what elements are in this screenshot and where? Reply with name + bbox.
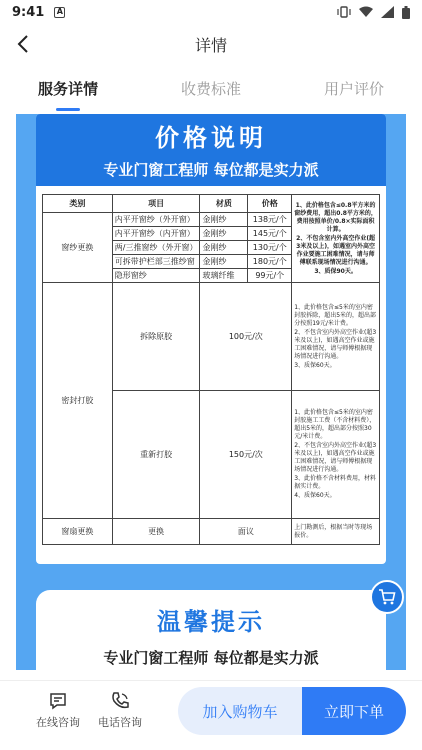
- category-cell: 密封打胶: [43, 283, 113, 519]
- detail-content[interactable]: [16, 114, 406, 670]
- online-consult-button[interactable]: [32, 691, 84, 735]
- price-cell: 130元/个: [248, 241, 292, 255]
- section2-notes-a: [292, 283, 380, 391]
- price-cell: 100元/次: [200, 283, 292, 391]
- price-cell: 145元/个: [248, 227, 292, 241]
- tab-bar: [0, 66, 422, 114]
- tab-reviews[interactable]: 用户评价: [323, 80, 384, 98]
- price-cell: 138元/个: [248, 213, 292, 227]
- note-line: 1、此价格包含≤5米的室内密封胶拆除，超出5米的，超出部分按照19元/米计费。: [294, 303, 377, 327]
- header-category: 类别: [43, 195, 113, 213]
- chat-icon: [48, 691, 68, 711]
- back-button[interactable]: [12, 32, 36, 56]
- tips-title: 温馨提示: [157, 608, 265, 636]
- phone-consult-button[interactable]: [94, 691, 146, 735]
- section3-note: 上门勘测后，根据当时等现场报价。: [292, 519, 380, 545]
- note-line: 1、此价格包含≤5米的室内密封胶施工工费（不含材料费），超出5米的，超出部分按照30元/米计费。: [294, 409, 376, 440]
- item-cell: 重新打胶: [112, 391, 200, 519]
- cart-icon: [378, 588, 396, 606]
- poster-header: [36, 114, 386, 186]
- note-line: 4、质保60天。: [294, 492, 336, 499]
- price-cell: 180元/个: [248, 255, 292, 269]
- order-now-button[interactable]: 立即下单: [302, 687, 406, 735]
- vibrate-icon: [337, 6, 351, 18]
- price-cell: 面议: [200, 519, 292, 545]
- material-cell: 金刚纱: [200, 227, 248, 241]
- material-cell: 玻璃纤维: [200, 269, 248, 283]
- item-cell: 拆除原胶: [112, 283, 200, 391]
- notification-icon: A: [54, 7, 65, 18]
- status-time: 9:41: [12, 4, 45, 20]
- phone-consult-label: 电话咨询: [98, 716, 142, 729]
- item-cell: 内平开窗纱（内开窗）: [112, 227, 200, 241]
- signal-icon: [381, 6, 394, 18]
- material-cell: 金刚纱: [200, 241, 248, 255]
- price-table: [42, 194, 380, 545]
- add-to-cart-button[interactable]: 加入购物车: [178, 687, 302, 735]
- note-line: 3、质保60天。: [294, 361, 336, 369]
- item-cell: 内平开窗纱（外开窗）: [112, 213, 200, 227]
- note-line: 3、此价格不含材料费用，材料据实计费。: [294, 475, 377, 490]
- category-cell: 窗扇更换: [43, 519, 113, 545]
- section2-notes-b: [292, 391, 380, 519]
- status-icons: [337, 6, 410, 19]
- note-line: 3、质保90天。: [314, 267, 357, 275]
- price-poster: [36, 114, 386, 564]
- item-cell: 更换: [112, 519, 200, 545]
- poster-title: 价格说明: [155, 124, 267, 152]
- tab-pricing[interactable]: 收费标准: [180, 80, 241, 98]
- status-bar: [0, 0, 422, 24]
- tab-service-details[interactable]: 服务详情: [38, 66, 98, 114]
- price-cell: 150元/次: [200, 391, 292, 519]
- header-material: 材质: [200, 195, 248, 213]
- phone-icon: [110, 691, 130, 711]
- bottom-action-bar: [0, 680, 422, 750]
- note-line: 2、不包含室内外高空作业(超3米及以上)，如遇室内外高空作业要施工困难情况，请与师傅联系现场情况进行沟通。: [296, 234, 376, 266]
- material-cell: 金刚纱: [200, 255, 248, 269]
- item-cell: 两/三推窗纱（外开窗）: [112, 241, 200, 255]
- item-cell: 可拆带护栏部三推纱窗: [112, 255, 200, 269]
- price-cell: 99元/个: [248, 269, 292, 283]
- wifi-icon: [359, 6, 373, 18]
- tips-card: [36, 590, 386, 670]
- note-line: 1、此价格包含≤0.8平方米的窗纱费用，超出0.8平方米的，费用按照单价/0.8×实际面积计算。: [294, 201, 377, 233]
- back-arrow-icon: [12, 32, 36, 56]
- section1-notes: [292, 195, 380, 283]
- online-consult-label: 在线咨询: [36, 716, 80, 729]
- material-cell: 金刚纱: [200, 213, 248, 227]
- table-header-row: [43, 195, 380, 213]
- table-row: [43, 519, 380, 545]
- category-cell: 窗纱更换: [43, 213, 113, 283]
- poster-subtitle: 专业门窗工程师 每位都是实力派: [103, 161, 319, 179]
- battery-icon: [402, 6, 410, 19]
- header-item: 项目: [112, 195, 200, 213]
- tips-subtitle: 专业门窗工程师 每位都是实力派: [103, 649, 319, 667]
- note-line: 2、不包含室内外高空作业(超3米及以上)，如遇高空作业或施工困难情况，请与师傅根据现场情况进行沟通。: [294, 442, 377, 473]
- item-cell: 隐形窗纱: [112, 269, 200, 283]
- header-price: 价格: [248, 195, 292, 213]
- table-row: [43, 283, 380, 391]
- floating-cart-button[interactable]: [370, 580, 404, 614]
- note-line: 2、不包含室内外高空作业(超3米及以上)，如遇高空作业或施工困难情况，请与师傅根据现场情况进行沟通。: [294, 328, 377, 360]
- page-title: 详情: [194, 35, 227, 55]
- nav-bar: [0, 24, 422, 64]
